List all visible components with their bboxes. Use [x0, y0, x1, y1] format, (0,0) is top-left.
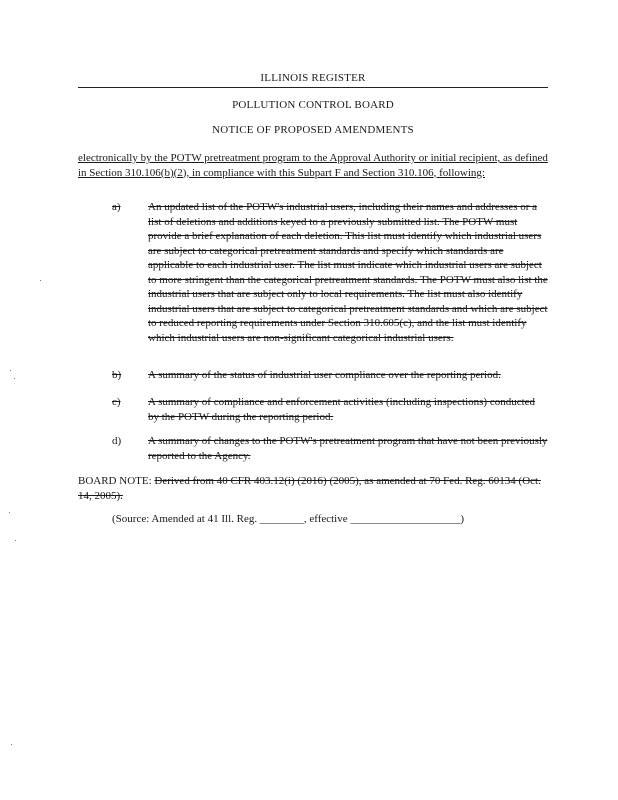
- board-note: [78, 474, 548, 503]
- intro-paragraph: electronically by the POTW pretreatment program to the Approval Authority or initial recipient, as defined in Section 310.106(b)(2), in compliance with this Subpart F and Section 310.106, following:: [78, 152, 548, 179]
- scan-speck: [14, 378, 15, 379]
- board-note-label: BOARD NOTE:: [78, 475, 152, 487]
- notice-title: NOTICE OF PROPOSED AMENDMENTS: [212, 124, 414, 136]
- board-title: POLLUTION CONTROL BOARD: [232, 99, 394, 111]
- scan-speck: [11, 744, 12, 745]
- source-note: (Source: Amended at 41 Ill. Reg. ________, effective ____________________): [112, 513, 465, 525]
- header-rule: [78, 87, 548, 88]
- item-label: b): [112, 369, 122, 381]
- scan-speck: [40, 280, 41, 281]
- item-text: A summary of changes to the POTW's pretreatment program that have not been previously reported to the Agency.: [148, 435, 548, 462]
- item-label: d): [112, 435, 122, 447]
- item-label: c): [112, 396, 121, 408]
- scan-speck: [15, 540, 16, 541]
- register-title: ILLINOIS REGISTER: [260, 72, 366, 84]
- item-text: A summary of the status of industrial user compliance over the reporting period.: [148, 369, 501, 381]
- scan-speck: [9, 512, 10, 513]
- board-note-text: Derived from 40 CFR 403.12(i) (2016) (2005), as amended at 70 Fed. Reg. 60134 (Oct. 14, 2005).: [78, 475, 541, 502]
- item-label: a): [112, 201, 121, 213]
- scan-speck: [10, 370, 11, 371]
- item-text: A summary of compliance and enforcement activities (including inspections) conducted by the POTW during the reporting period.: [148, 396, 536, 423]
- item-text: An updated list of the POTW's industrial users, including their names and addresses or a list of deletions and additions keyed to a previously submitted list. The POTW must provide a brief explanation of each deletion. This list must identify which industrial users are subject to categorical pretreatment standards and specify which standards are applicable to each industrial user. The list must indicate which industrial users are subject to more stringent than the categorical pretreatment standards. The POTW must also list the industrial users that are subject only to local requirements. The list must also identify industrial users that are subject to categorical pretreatment standards and which are subject to reduced reporting requirements under Section 310.605(c), and the list must identify which industrial users are non-significant categorical industrial users.: [148, 201, 548, 344]
